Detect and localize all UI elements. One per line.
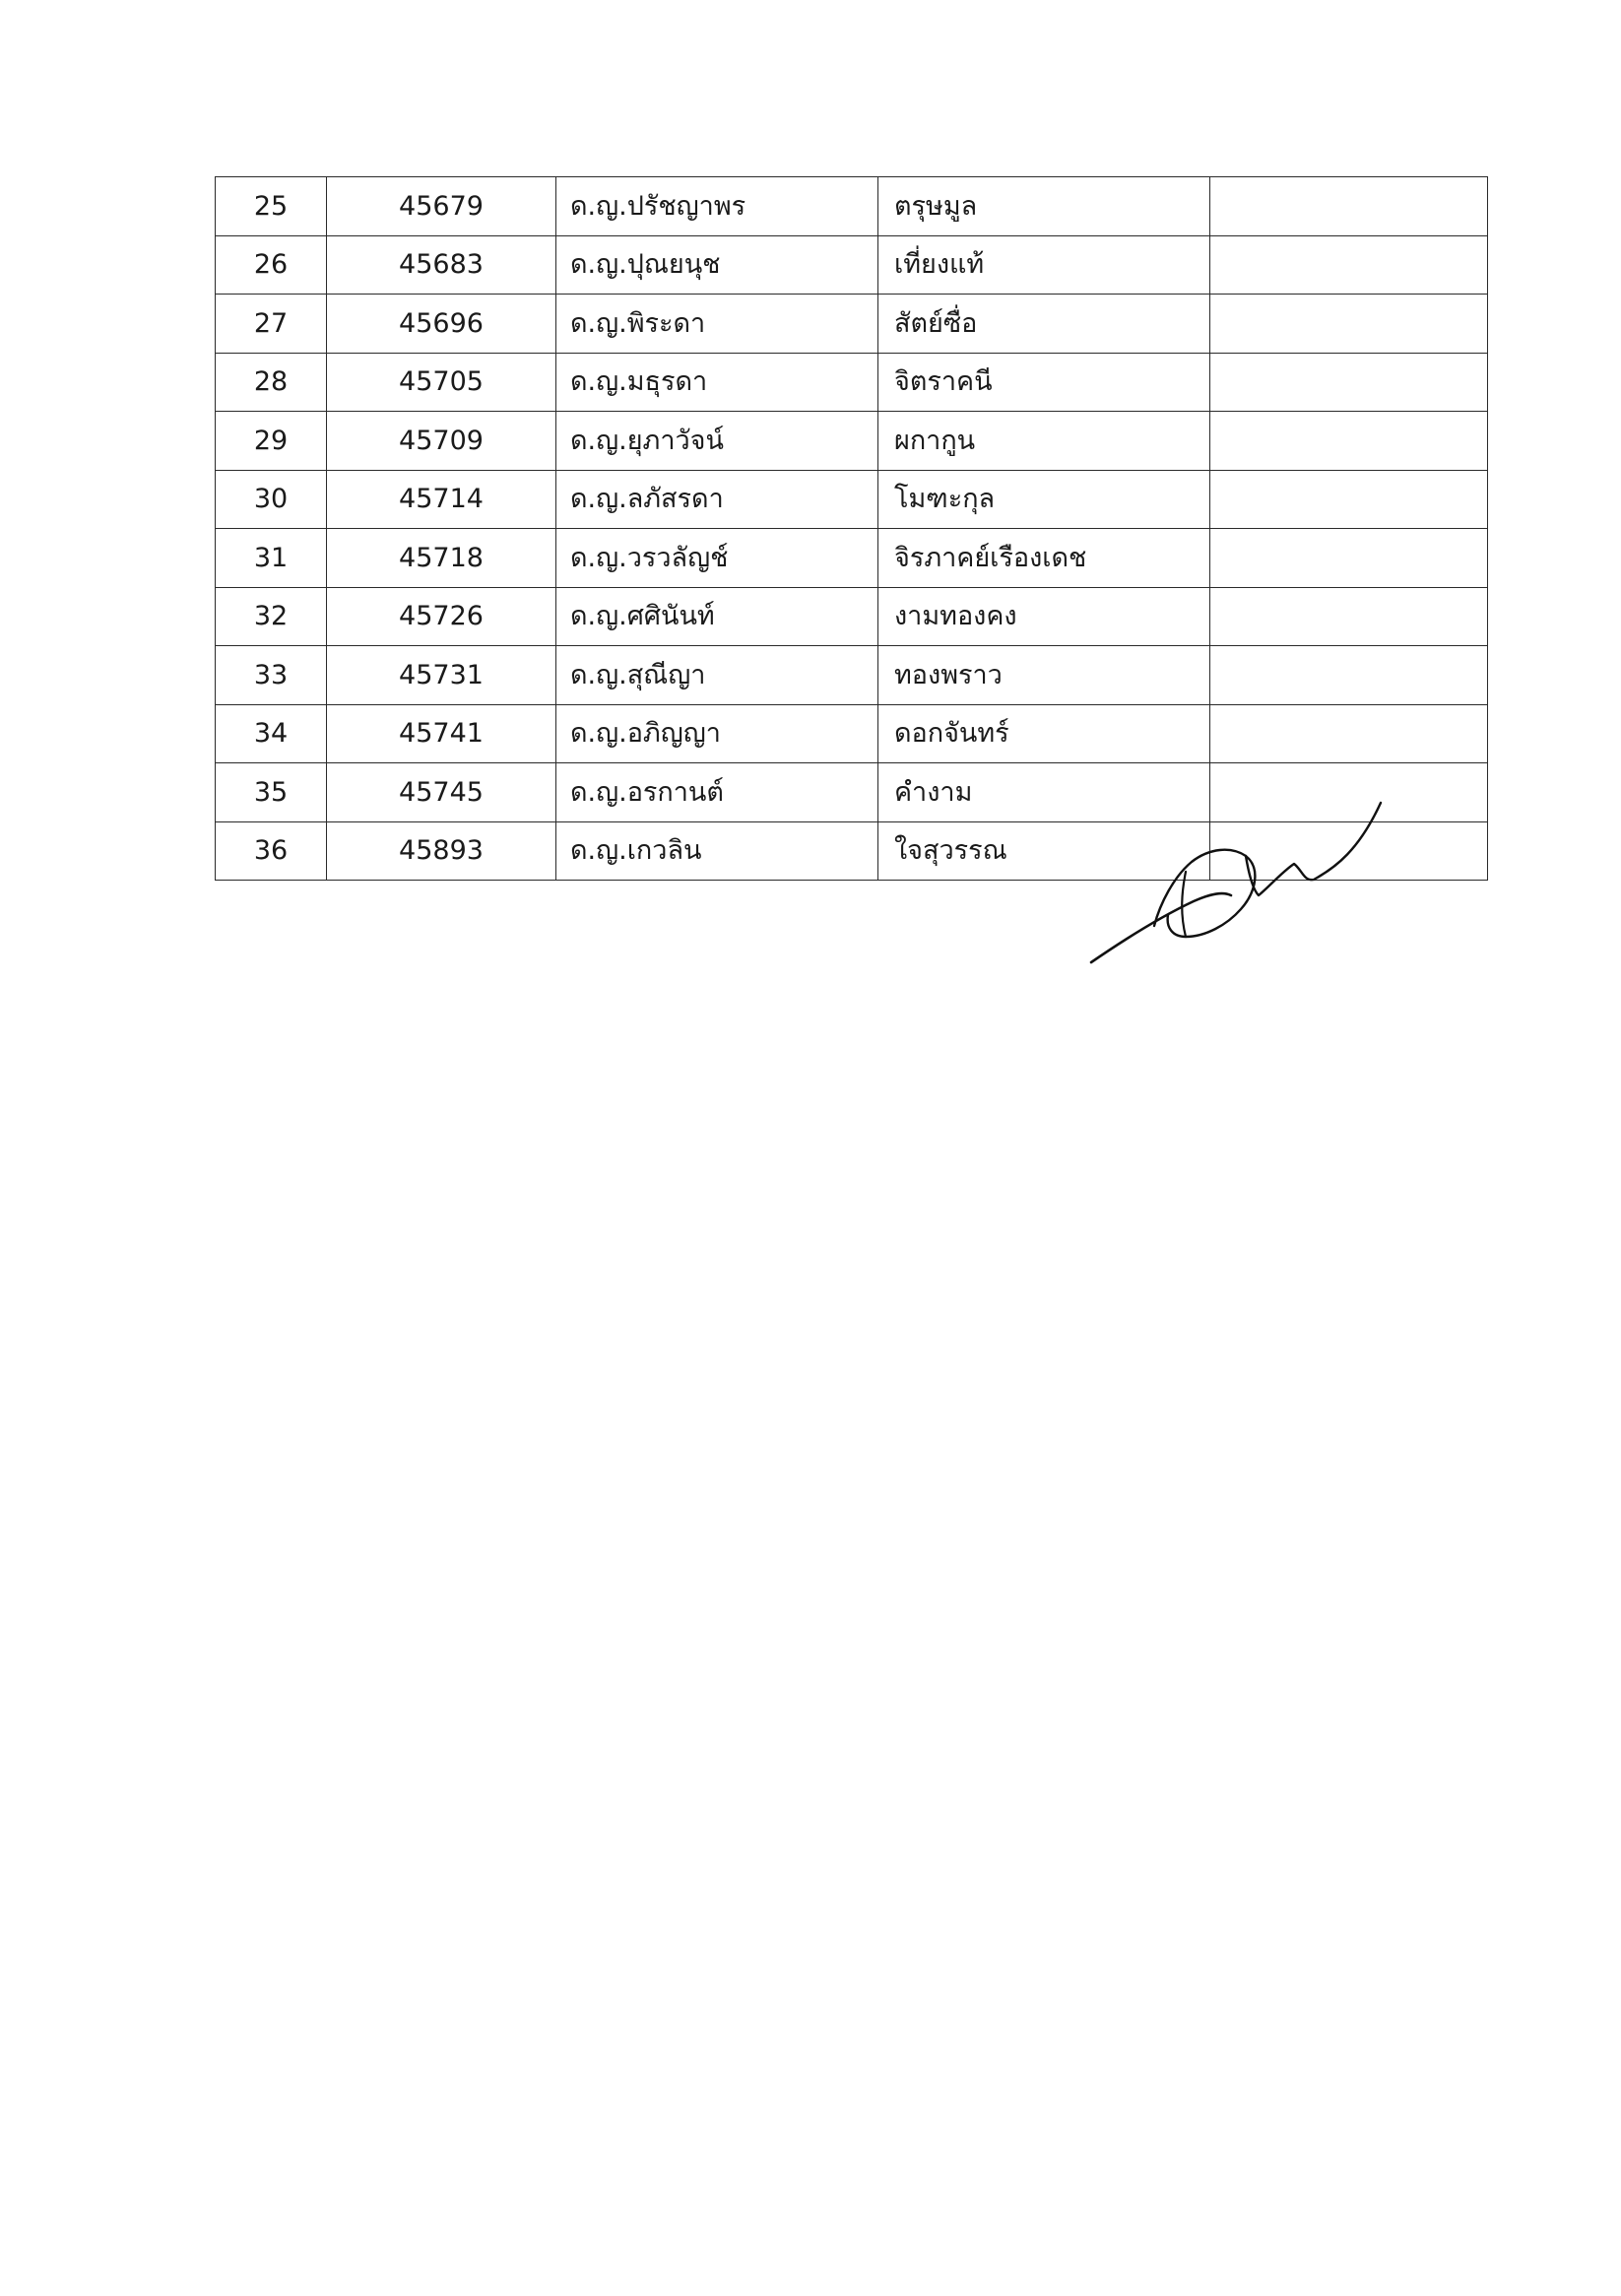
- student-id: 45683: [327, 235, 556, 295]
- student-id: 45709: [327, 412, 556, 471]
- student-last-name: ทองพราว: [878, 646, 1210, 705]
- student-last-name: ผกากูน: [878, 412, 1210, 471]
- student-id: 45893: [327, 821, 556, 881]
- row-number: 25: [216, 177, 327, 236]
- table-row: [216, 295, 1488, 354]
- row-number: 31: [216, 529, 327, 588]
- table-row: [216, 587, 1488, 646]
- table-row: [216, 177, 1488, 236]
- student-id: 45696: [327, 295, 556, 354]
- student-id: 45731: [327, 646, 556, 705]
- row-number: 32: [216, 587, 327, 646]
- student-first-name: ด.ญ.วรวลัญช์: [556, 529, 878, 588]
- student-id: 45714: [327, 470, 556, 529]
- student-first-name: ด.ญ.ศศินันท์: [556, 587, 878, 646]
- student-first-name: ด.ญ.ปรัชญาพร: [556, 177, 878, 236]
- row-number: 29: [216, 412, 327, 471]
- student-last-name: สัตย์ซื่อ: [878, 295, 1210, 354]
- student-first-name: ด.ญ.มธุรดา: [556, 353, 878, 412]
- row-number: 27: [216, 295, 327, 354]
- note-cell: [1210, 704, 1488, 763]
- handwritten-signature: [1083, 793, 1389, 975]
- table-row: [216, 704, 1488, 763]
- note-cell: [1210, 646, 1488, 705]
- note-cell: [1210, 412, 1488, 471]
- row-number: 28: [216, 353, 327, 412]
- note-cell: [1210, 470, 1488, 529]
- student-first-name: ด.ญ.เกวลิน: [556, 821, 878, 881]
- student-id: 45679: [327, 177, 556, 236]
- student-first-name: ด.ญ.อรกานต์: [556, 763, 878, 822]
- student-last-name: ตรุษมูล: [878, 177, 1210, 236]
- student-last-name: ใจสุวรรณ: [878, 821, 1210, 881]
- student-first-name: ด.ญ.ยุภาวัจน์: [556, 412, 878, 471]
- student-first-name: ด.ญ.อภิญญา: [556, 704, 878, 763]
- table-row: [216, 235, 1488, 295]
- student-roster-table: [215, 176, 1488, 881]
- note-cell: [1210, 177, 1488, 236]
- student-first-name: ด.ญ.ปุณยนุช: [556, 235, 878, 295]
- note-cell: [1210, 529, 1488, 588]
- row-number: 30: [216, 470, 327, 529]
- note-cell: [1210, 587, 1488, 646]
- table-row: [216, 529, 1488, 588]
- student-first-name: ด.ญ.ลภัสรดา: [556, 470, 878, 529]
- student-last-name: คำงาม: [878, 763, 1210, 822]
- table-row: [216, 646, 1488, 705]
- note-cell: [1210, 235, 1488, 295]
- table-row: [216, 353, 1488, 412]
- student-last-name: ดอกจันทร์: [878, 704, 1210, 763]
- row-number: 33: [216, 646, 327, 705]
- student-last-name: จิรภาคย์เรืองเดช: [878, 529, 1210, 588]
- student-id: 45705: [327, 353, 556, 412]
- student-last-name: งามทองคง: [878, 587, 1210, 646]
- student-id: 45741: [327, 704, 556, 763]
- student-id: 45745: [327, 763, 556, 822]
- student-id: 45718: [327, 529, 556, 588]
- student-last-name: เที่ยงแท้: [878, 235, 1210, 295]
- student-last-name: จิตราคนี: [878, 353, 1210, 412]
- row-number: 34: [216, 704, 327, 763]
- table-row: [216, 412, 1488, 471]
- row-number: 26: [216, 235, 327, 295]
- table-row: [216, 470, 1488, 529]
- row-number: 36: [216, 821, 327, 881]
- note-cell: [1210, 353, 1488, 412]
- note-cell: [1210, 295, 1488, 354]
- student-id: 45726: [327, 587, 556, 646]
- student-last-name: โมฑะกุล: [878, 470, 1210, 529]
- student-first-name: ด.ญ.พิระดา: [556, 295, 878, 354]
- student-first-name: ด.ญ.สุณีญา: [556, 646, 878, 705]
- roster-body: [216, 177, 1488, 881]
- row-number: 35: [216, 763, 327, 822]
